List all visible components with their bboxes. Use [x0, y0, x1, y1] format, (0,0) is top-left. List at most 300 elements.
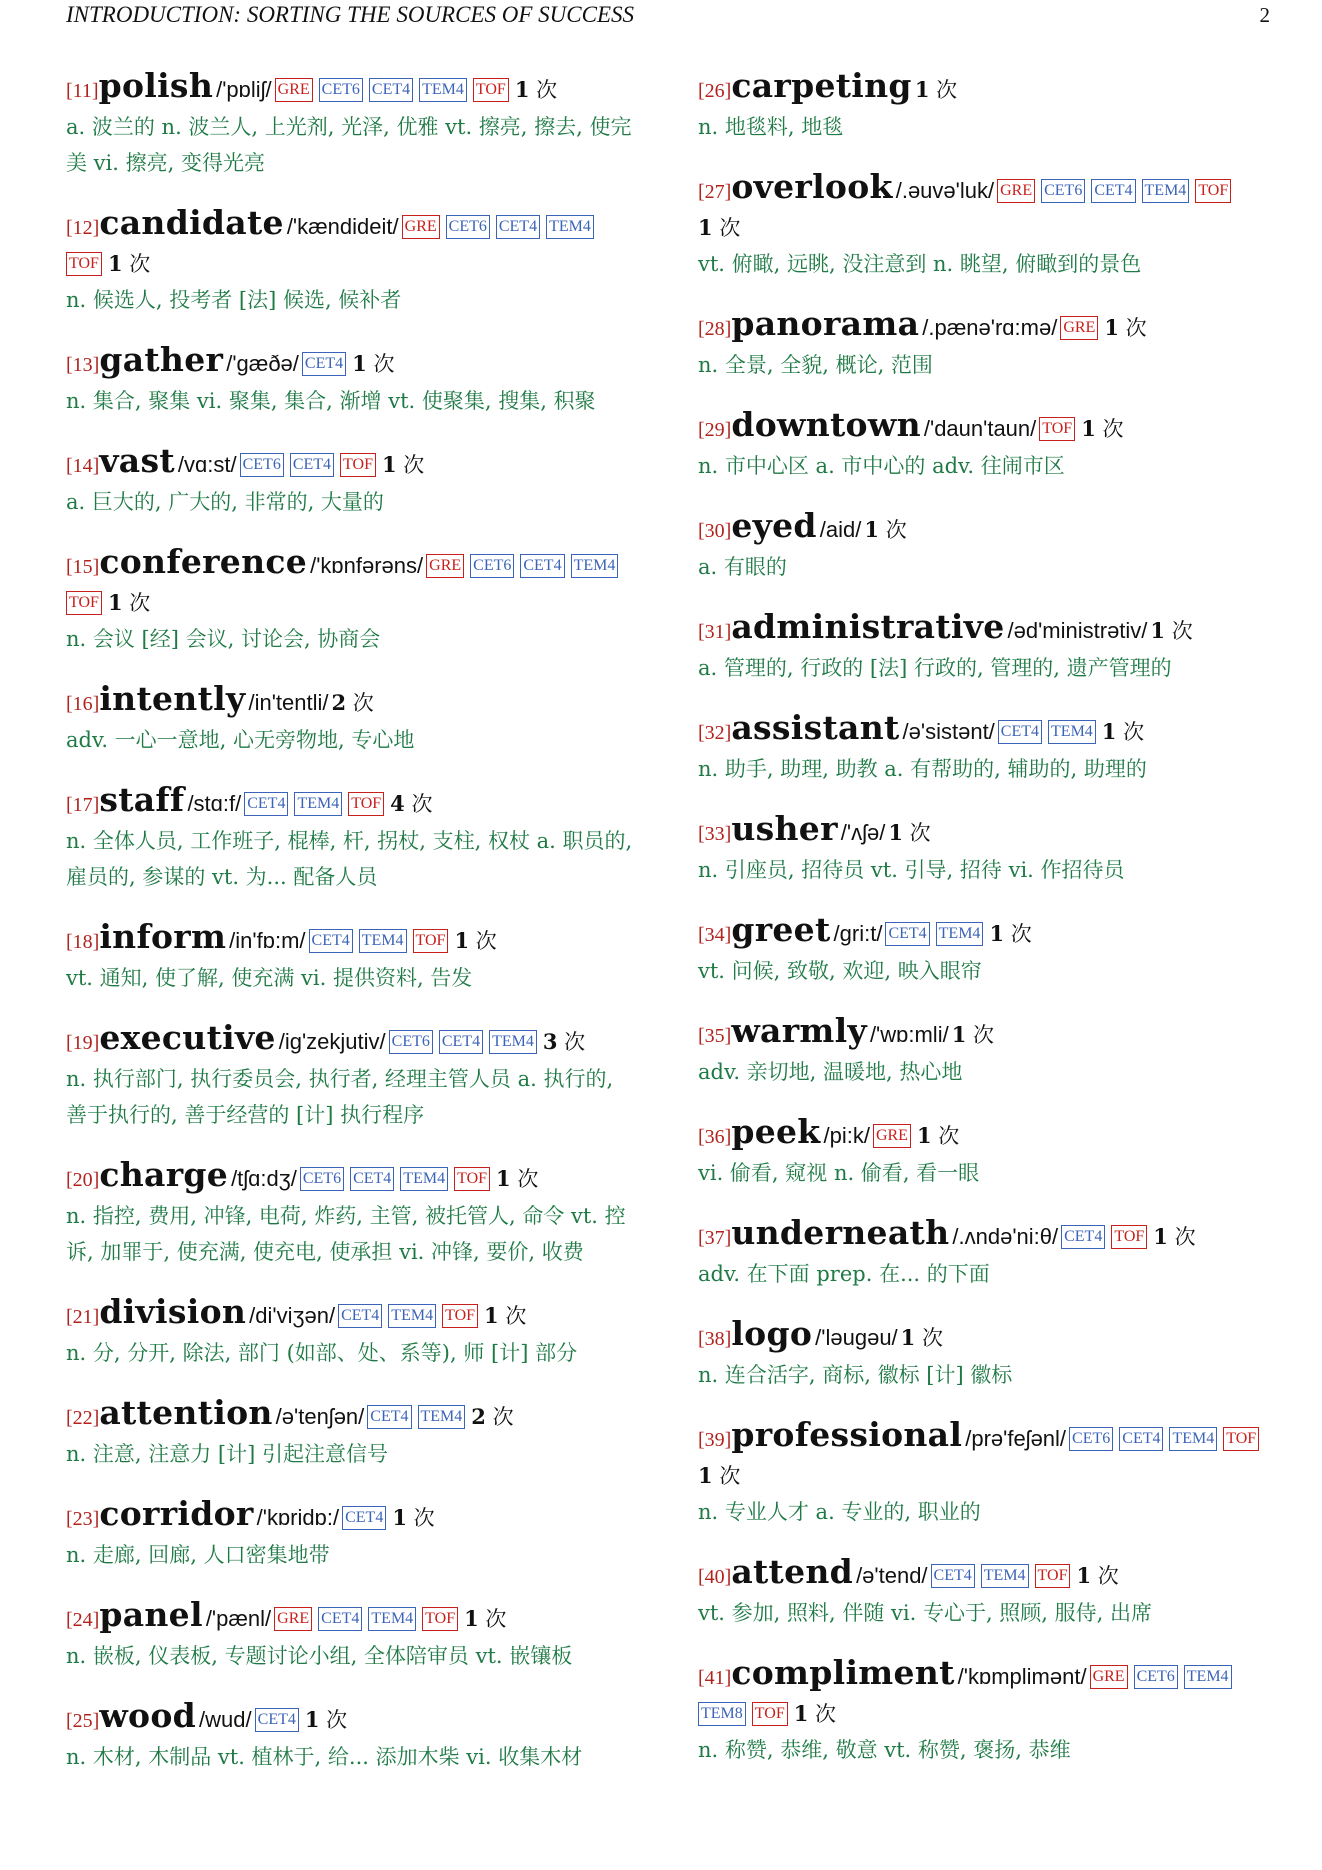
frequency-count: 1 — [1104, 315, 1119, 340]
exam-tag-badge: GRE — [1060, 316, 1098, 340]
phonetic: /'wɒ:mli/ — [869, 1022, 949, 1047]
entry-index: [25] — [66, 1710, 100, 1732]
definition: n. 会议 [经] 会议, 讨论会, 协商会 — [66, 627, 381, 651]
entry-index: [20] — [66, 1169, 100, 1191]
phonetic: /ə'sistənt/ — [902, 719, 995, 744]
frequency-count: 1 — [352, 351, 367, 376]
vocab-entry — [66, 443, 636, 520]
phonetic: /ə'tend/ — [856, 1563, 928, 1588]
headword: attention — [99, 1393, 273, 1432]
entry-headline — [698, 306, 1274, 347]
exam-tag-badge: CET6 — [300, 1167, 344, 1191]
phonetic: /tʃɑ:dʒ/ — [231, 1166, 297, 1191]
frequency-count: 1 — [951, 1022, 967, 1047]
entry-headline — [66, 342, 636, 383]
exam-tag-badge: TOF — [1035, 1564, 1071, 1588]
entry-headline — [698, 1655, 1274, 1732]
entry-index: [13] — [66, 354, 100, 376]
phonetic: /gri:t/ — [833, 921, 883, 946]
entry-headline — [698, 1215, 1274, 1256]
phonetic: /wud/ — [199, 1707, 252, 1732]
entry-index: [14] — [66, 455, 100, 477]
exam-tag-badge: TEM4 — [546, 215, 594, 239]
entry-index: [32] — [698, 722, 732, 744]
exam-tag-badge: CET4 — [290, 453, 334, 477]
vocab-entry — [66, 782, 636, 895]
frequency-unit: 次 — [129, 252, 151, 276]
frequency-count: 1 — [888, 820, 903, 845]
frequency-count: 1 — [1150, 618, 1166, 643]
definition: n. 集合, 聚集 vi. 聚集, 集合, 渐增 vt. 使聚集, 搜集, 积聚 — [66, 389, 596, 413]
phonetic: /əd'ministrətiv/ — [1007, 618, 1148, 643]
frequency — [1076, 1564, 1118, 1588]
entry-headline — [66, 544, 636, 621]
exam-tag-badge: CET6 — [389, 1030, 433, 1054]
entry-headline — [698, 407, 1274, 448]
phonetic: /in'tentli/ — [248, 690, 329, 715]
frequency-count: 1 — [1153, 1224, 1168, 1249]
phonetic: /stɑ:f/ — [187, 791, 242, 816]
definition: a. 巨大的, 广大的, 非常的, 大量的 — [66, 490, 384, 514]
definition: n. 连合活字, 商标, 徽标 [计] 徽标 — [698, 1363, 1013, 1387]
definition: n. 执行部门, 执行委员会, 执行者, 经理主管人员 a. 执行的, 善于执行的, 善于经营的 [计] 执行程序 — [66, 1067, 614, 1127]
definition: n. 木材, 木制品 vt. 植林于, 给... 添加木柴 vi. 收集木材 — [66, 1745, 583, 1769]
headword: administrative — [731, 607, 1005, 646]
frequency-unit: 次 — [909, 821, 931, 845]
definition: a. 管理的, 行政的 [法] 行政的, 管理的, 遗产管理的 — [698, 656, 1172, 680]
headword: division — [99, 1292, 247, 1331]
exam-tag-badge: CET6 — [446, 215, 490, 239]
frequency-unit: 次 — [536, 78, 558, 102]
entry-headline — [698, 68, 1274, 109]
exam-tag-badge: TOF — [1111, 1225, 1147, 1249]
frequency-unit: 次 — [403, 453, 425, 477]
frequency-count: 1 — [900, 1325, 916, 1350]
exam-tag-badge: CET4 — [244, 792, 288, 816]
exam-tag-badge: GRE — [997, 179, 1035, 203]
frequency-count: 1 — [989, 921, 1005, 946]
headword: underneath — [731, 1213, 950, 1252]
exam-tag-badge: GRE — [1090, 1665, 1128, 1689]
exam-tag-badge: CET4 — [520, 554, 564, 578]
entry-index: [22] — [66, 1407, 100, 1429]
exam-tag-badge: TOF — [1039, 417, 1075, 441]
exam-tag-badge: CET4 — [998, 720, 1042, 744]
definition: n. 全体人员, 工作班子, 棍棒, 杆, 拐杖, 支柱, 权杖 a. 职员的, 雇员的, 参谋的 vt. 为... 配备人员 — [66, 829, 633, 889]
exam-tag-badge: CET6 — [470, 554, 514, 578]
exam-tag-badge: TEM4 — [359, 929, 407, 953]
entry-headline — [66, 1496, 636, 1537]
vocab-entry — [698, 1316, 1274, 1393]
headword: overlook — [731, 167, 893, 206]
frequency-unit: 次 — [938, 1124, 960, 1148]
frequency-count: 1 — [916, 1123, 932, 1148]
right-column — [698, 68, 1274, 1792]
phonetic: /'pænl/ — [205, 1606, 272, 1631]
frequency-unit: 次 — [719, 1464, 741, 1488]
exam-tag-badge: CET6 — [1069, 1427, 1113, 1451]
phonetic: /ə'tenʃən/ — [275, 1404, 365, 1429]
frequency-count: 3 — [542, 1029, 558, 1054]
vocab-entry — [698, 811, 1274, 888]
headword: assistant — [731, 708, 900, 747]
vocab-entry — [698, 508, 1274, 585]
frequency-count: 1 — [1081, 416, 1096, 441]
exam-tag-badge: TOF — [752, 1702, 788, 1726]
definition: vt. 参加, 照料, 伴随 vi. 专心于, 照顾, 服侍, 出席 — [698, 1601, 1153, 1625]
exam-tag-badge: CET4 — [931, 1564, 975, 1588]
headword: corridor — [99, 1494, 254, 1533]
definition: vi. 偷看, 窥视 n. 偷看, 看一眼 — [698, 1161, 980, 1185]
frequency-count: 1 — [1101, 719, 1117, 744]
entry-headline — [698, 1417, 1274, 1494]
phonetic: /'kɒmplimənt/ — [957, 1664, 1087, 1689]
entry-headline — [66, 919, 636, 960]
definition: n. 助手, 助理, 助教 a. 有帮助的, 辅助的, 助理的 — [698, 757, 1147, 781]
phonetic: /ig'zekjutiv/ — [278, 1029, 386, 1054]
exam-tag-badge: CET4 — [350, 1167, 394, 1191]
frequency-count: 1 — [381, 452, 397, 477]
vocab-entry — [698, 1114, 1274, 1191]
vocab-entry — [698, 1013, 1274, 1090]
phonetic: /'pɒliʃ/ — [216, 77, 272, 102]
phonetic: /aid/ — [819, 517, 862, 542]
definition: n. 注意, 注意力 [计] 引起注意信号 — [66, 1442, 388, 1466]
vocab-entry — [66, 681, 636, 758]
exam-tag-badge: TEM4 — [981, 1564, 1029, 1588]
entry-headline — [698, 1013, 1274, 1054]
frequency-count: 1 — [454, 928, 470, 953]
vocab-entry — [698, 1417, 1274, 1530]
entry-headline — [66, 443, 636, 484]
headword: eyed — [731, 506, 817, 545]
entry-index: [41] — [698, 1667, 732, 1689]
entry-headline — [66, 681, 636, 722]
definition: n. 全景, 全貌, 概论, 范围 — [698, 353, 933, 377]
exam-tag-badge: CET4 — [318, 1607, 362, 1631]
headword: candidate — [99, 203, 284, 242]
phonetic: /.ʌndə'ni:θ/ — [952, 1224, 1059, 1249]
frequency — [952, 1023, 994, 1047]
frequency — [901, 1326, 943, 1350]
frequency — [484, 1304, 526, 1328]
definition: adv. 亲切地, 温暖地, 热心地 — [698, 1060, 963, 1084]
frequency-count: 1 — [107, 251, 123, 276]
frequency — [698, 216, 740, 240]
vocab-entry — [698, 1215, 1274, 1292]
phonetic: /.əuvə'luk/ — [895, 178, 995, 203]
headword: usher — [731, 809, 838, 848]
headword: polish — [98, 66, 214, 105]
frequency-unit: 次 — [1174, 1225, 1196, 1249]
frequency-count: 1 — [793, 1701, 809, 1726]
vocab-entry — [66, 1294, 636, 1371]
headword: compliment — [731, 1653, 955, 1692]
definition: n. 指控, 费用, 冲锋, 电荷, 炸药, 主管, 被托管人, 命令 vt. 控诉, 加罪于, 使充满, 使充电, 使承担 vi. 冲锋, 要价, 收费 — [66, 1204, 626, 1264]
exam-tag-badge: CET4 — [885, 922, 929, 946]
frequency — [108, 252, 150, 276]
exam-tag-badge: TEM4 — [571, 554, 619, 578]
headword: greet — [731, 910, 831, 949]
entry-index: [15] — [66, 556, 100, 578]
exam-tag-badge: CET4 — [367, 1405, 411, 1429]
page-number: 2 — [1259, 2, 1270, 27]
exam-tag-badge: CET6 — [240, 453, 284, 477]
headword: carpeting — [731, 66, 912, 105]
exam-tag-badge: CET6 — [1041, 179, 1085, 203]
frequency-unit: 次 — [129, 591, 151, 615]
exam-tag-badge: TEM4 — [936, 922, 984, 946]
vocab-entry — [66, 1496, 636, 1573]
exam-tag-badge: TEM4 — [418, 1405, 466, 1429]
frequency-count: 1 — [107, 590, 123, 615]
headword: charge — [99, 1155, 229, 1194]
exam-tag-badge: TOF — [454, 1167, 490, 1191]
frequency — [1150, 619, 1192, 643]
entry-headline — [698, 1114, 1274, 1155]
definition: n. 候选人, 投考者 [法] 候选, 候补者 — [66, 288, 402, 312]
headword: staff — [99, 780, 185, 819]
exam-tag-badge: GRE — [402, 215, 440, 239]
entry-index: [27] — [698, 181, 732, 203]
entry-index: [31] — [698, 621, 732, 643]
entry-index: [33] — [698, 823, 732, 845]
entry-index: [29] — [698, 419, 732, 441]
exam-tag-badge: TEM8 — [698, 1702, 746, 1726]
exam-tag-badge: TEM4 — [489, 1030, 537, 1054]
definition: a. 波兰的 n. 波兰人, 上光剂, 光泽, 优雅 vt. 擦亮, 擦去, 使完美 vi. 擦亮, 变得光亮 — [66, 115, 632, 175]
frequency-count: 1 — [698, 1463, 713, 1488]
frequency — [543, 1030, 585, 1054]
frequency — [989, 922, 1031, 946]
vocab-entry — [698, 1655, 1274, 1768]
vocab-entry — [66, 205, 636, 318]
frequency — [698, 1464, 740, 1488]
frequency — [382, 453, 424, 477]
exam-tag-badge: CET4 — [496, 215, 540, 239]
frequency — [864, 518, 906, 542]
vocab-entry — [698, 68, 1274, 145]
frequency — [794, 1702, 836, 1726]
phonetic: /pi:k/ — [823, 1123, 870, 1148]
phonetic: /in'fɒ:m/ — [229, 928, 306, 953]
entry-headline — [66, 1020, 636, 1061]
vocab-entry — [66, 1020, 636, 1133]
frequency-count: 1 — [464, 1606, 479, 1631]
frequency — [888, 821, 930, 845]
frequency-unit: 次 — [936, 78, 958, 102]
frequency — [1102, 720, 1144, 744]
frequency — [464, 1607, 506, 1631]
entry-index: [28] — [698, 318, 732, 340]
vocab-entry — [698, 609, 1274, 686]
frequency-unit: 次 — [1010, 922, 1032, 946]
page-header — [66, 0, 1270, 30]
exam-tag-badge: GRE — [873, 1124, 911, 1148]
exam-tag-badge: TOF — [422, 1607, 458, 1631]
exam-tag-badge: GRE — [275, 78, 313, 102]
entry-headline — [698, 710, 1274, 751]
frequency-count: 1 — [864, 517, 879, 542]
headword: logo — [731, 1314, 813, 1353]
phonetic: /'ʌʃə/ — [840, 820, 886, 845]
entry-index: [21] — [66, 1306, 100, 1328]
exam-tag-badge: CET4 — [309, 929, 353, 953]
exam-tag-badge: CET4 — [369, 78, 413, 102]
definition: adv. 一心一意地, 心无旁物地, 专心地 — [66, 728, 415, 752]
entry-index: [18] — [66, 931, 100, 953]
entry-headline — [66, 205, 636, 282]
frequency — [917, 1124, 959, 1148]
entry-index: [39] — [698, 1429, 732, 1451]
definition: n. 专业人才 a. 专业的, 职业的 — [698, 1500, 981, 1524]
frequency-unit: 次 — [517, 1167, 539, 1191]
headword: attend — [731, 1552, 854, 1591]
entry-index: [12] — [66, 217, 100, 239]
exam-tag-badge: CET4 — [255, 1708, 299, 1732]
definition: adv. 在下面 prep. 在... 的下面 — [698, 1262, 990, 1286]
definition: n. 分, 分开, 除法, 部门 (如部、处、系等), 师 [计] 部分 — [66, 1341, 578, 1365]
entry-headline — [698, 609, 1274, 650]
vocab-entry — [66, 1698, 636, 1775]
frequency — [352, 352, 394, 376]
frequency-count: 2 — [331, 690, 347, 715]
definition: n. 走廊, 回廊, 人口密集地带 — [66, 1543, 330, 1567]
headword: conference — [99, 542, 308, 581]
entry-index: [19] — [66, 1032, 100, 1054]
entry-headline — [66, 1294, 636, 1335]
definition: n. 引座员, 招待员 vt. 引导, 招待 vi. 作招待员 — [698, 858, 1125, 882]
headword: executive — [99, 1018, 276, 1057]
entry-headline — [66, 1395, 636, 1436]
frequency-unit: 次 — [815, 1702, 837, 1726]
entry-headline — [66, 1698, 636, 1739]
exam-tag-badge: TOF — [442, 1304, 478, 1328]
entry-index: [23] — [66, 1508, 100, 1530]
frequency — [1153, 1225, 1195, 1249]
frequency — [108, 591, 150, 615]
definition: a. 有眼的 — [698, 555, 787, 579]
vocab-entry — [66, 919, 636, 996]
frequency-unit: 次 — [373, 352, 395, 376]
definition: n. 称赞, 恭维, 敬意 vt. 称赞, 褒扬, 恭维 — [698, 1738, 1071, 1762]
exam-tag-badge: CET4 — [342, 1506, 386, 1530]
frequency-count: 1 — [1076, 1563, 1092, 1588]
exam-tag-badge: CET6 — [1134, 1665, 1178, 1689]
frequency-count: 1 — [304, 1707, 320, 1732]
frequency — [1081, 417, 1123, 441]
frequency-unit: 次 — [1171, 619, 1193, 643]
entry-index: [24] — [66, 1609, 100, 1631]
definition: vt. 问候, 致敬, 欢迎, 映入眼帘 — [698, 959, 982, 983]
frequency — [471, 1405, 513, 1429]
entry-headline — [698, 1316, 1274, 1357]
entry-headline — [66, 68, 636, 109]
entry-headline — [698, 1554, 1274, 1595]
entry-index: [11] — [66, 80, 99, 102]
definition: vt. 通知, 使了解, 使充满 vi. 提供资料, 告发 — [66, 966, 473, 990]
entry-headline — [66, 782, 636, 823]
headword: inform — [99, 917, 227, 956]
exam-tag-badge: TEM4 — [400, 1167, 448, 1191]
frequency-unit: 次 — [921, 1326, 943, 1350]
exam-tag-badge: TEM4 — [419, 78, 467, 102]
frequency-unit: 次 — [475, 929, 497, 953]
phonetic: /di'viʒən/ — [249, 1303, 336, 1328]
exam-tag-badge: TOF — [66, 252, 102, 276]
frequency-unit: 次 — [719, 216, 741, 240]
headword: downtown — [731, 405, 921, 444]
exam-tag-badge: CET4 — [1061, 1225, 1105, 1249]
exam-tag-badge: TOF — [348, 792, 384, 816]
frequency — [1104, 316, 1146, 340]
phonetic: /vɑ:st/ — [177, 452, 237, 477]
entry-headline — [698, 169, 1274, 246]
frequency-unit: 次 — [1102, 417, 1124, 441]
headword: peek — [731, 1112, 821, 1151]
frequency — [454, 929, 496, 953]
frequency-count: 2 — [471, 1404, 486, 1429]
vocab-entry — [698, 306, 1274, 383]
exam-tag-badge: CET4 — [302, 352, 346, 376]
exam-tag-badge: CET6 — [319, 78, 363, 102]
frequency-unit: 次 — [413, 1506, 435, 1530]
headword: wood — [99, 1696, 197, 1735]
phonetic: /'daun'taun/ — [923, 416, 1037, 441]
frequency-unit: 次 — [492, 1405, 514, 1429]
exam-tag-badge: CET4 — [1119, 1427, 1163, 1451]
exam-tag-badge: TEM4 — [1142, 179, 1190, 203]
frequency — [496, 1167, 538, 1191]
frequency-count: 4 — [390, 791, 405, 816]
exam-tag-badge: CET4 — [338, 1304, 382, 1328]
exam-tag-badge: TEM4 — [388, 1304, 436, 1328]
vocab-entry — [66, 1157, 636, 1270]
definition: vt. 俯瞰, 远眺, 没注意到 n. 眺望, 俯瞰到的景色 — [698, 252, 1142, 276]
exam-tag-badge: CET4 — [1091, 179, 1135, 203]
entry-index: [17] — [66, 794, 100, 816]
vocab-entry — [66, 544, 636, 657]
exam-tag-badge: GRE — [426, 554, 464, 578]
entry-index: [35] — [698, 1025, 732, 1047]
exam-tag-badge: TEM4 — [1169, 1427, 1217, 1451]
exam-tag-badge: TOF — [1195, 179, 1231, 203]
frequency — [331, 691, 373, 715]
exam-tag-badge: TOF — [66, 591, 102, 615]
phonetic: /'gæðə/ — [226, 351, 299, 376]
exam-tag-badge: TOF — [473, 78, 509, 102]
frequency-unit: 次 — [352, 691, 374, 715]
frequency-unit: 次 — [411, 792, 433, 816]
frequency-unit: 次 — [1125, 316, 1147, 340]
frequency-count: 1 — [496, 1166, 511, 1191]
exam-tag-badge: TOF — [340, 453, 376, 477]
vocab-entry — [698, 1554, 1274, 1631]
frequency-count: 1 — [392, 1505, 407, 1530]
phonetic: /'ləugəu/ — [815, 1325, 898, 1350]
vocab-entry — [698, 912, 1274, 989]
vocab-entry — [698, 710, 1274, 787]
entry-index: [40] — [698, 1566, 732, 1588]
exam-tag-badge: TOF — [1223, 1427, 1259, 1451]
headword: gather — [99, 340, 224, 379]
entry-headline — [698, 811, 1274, 852]
headword: warmly — [731, 1011, 867, 1050]
entry-headline — [66, 1157, 636, 1198]
phonetic: /'kɒridɒ:/ — [256, 1505, 340, 1530]
exam-tag-badge: TOF — [413, 929, 449, 953]
frequency-unit: 次 — [973, 1023, 995, 1047]
